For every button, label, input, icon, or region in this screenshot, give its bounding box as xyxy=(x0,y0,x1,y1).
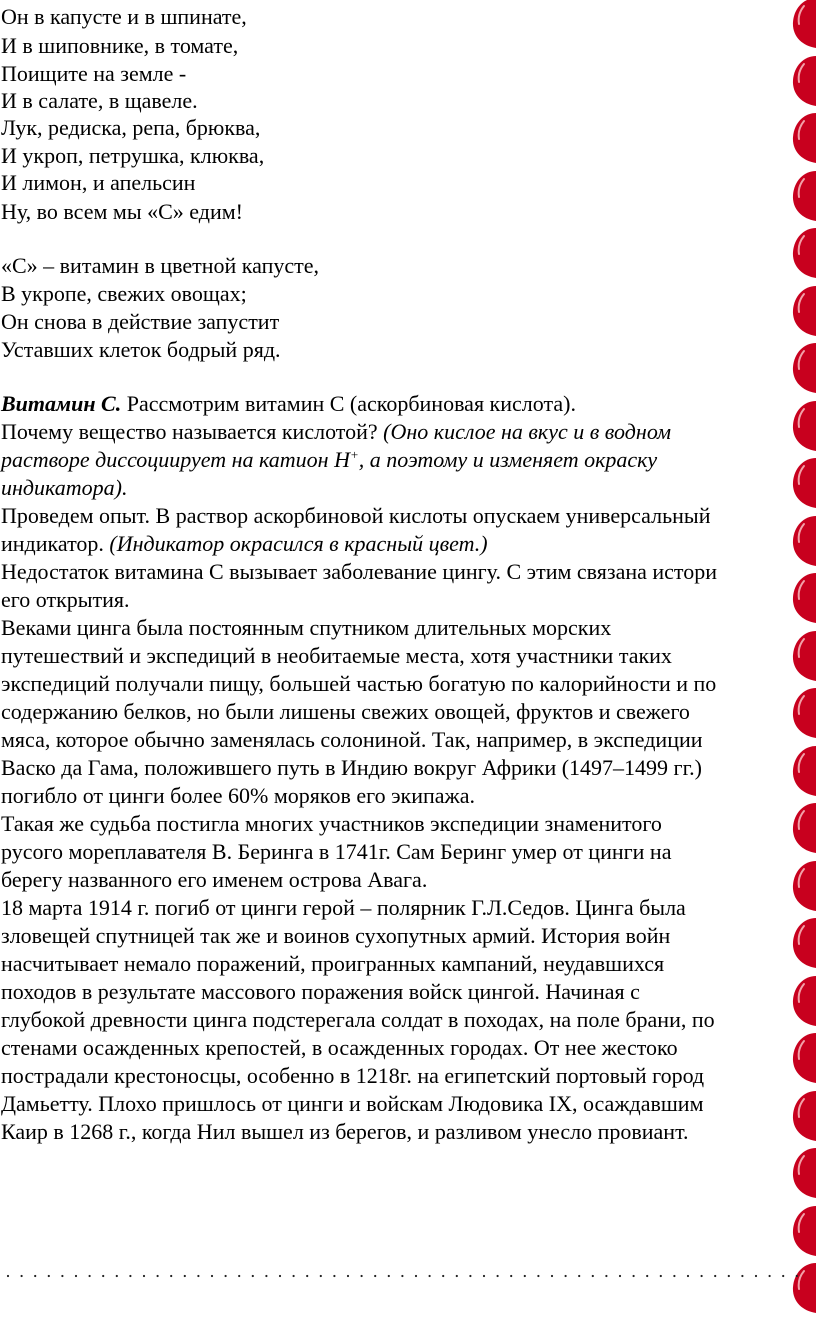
border-dot xyxy=(170,1275,172,1277)
border-dot xyxy=(48,1275,50,1277)
border-dot xyxy=(401,1275,403,1277)
red-leaf-icon xyxy=(790,567,816,627)
border-dot xyxy=(388,1275,390,1277)
red-leaf-icon xyxy=(790,510,816,570)
border-dot xyxy=(565,1275,567,1277)
red-leaf-icon xyxy=(790,337,816,397)
body-line xyxy=(1,391,576,419)
body-line: Каир в 1268 г., когда Нил вышел из берегов, и разливом унесло провиант. xyxy=(1,1119,689,1144)
border-dot xyxy=(456,1275,458,1277)
border-dot xyxy=(265,1275,267,1277)
body-line xyxy=(1,531,488,559)
body-line: содержанию белков, но были лишены свежих овощей, фруктов и свежего xyxy=(1,699,690,724)
red-leaf-icon xyxy=(790,107,816,167)
border-dot xyxy=(306,1275,308,1277)
body-line: Недостаток витамина С вызывает заболевание цингу. С этим связана истори xyxy=(1,559,718,584)
border-dot xyxy=(143,1275,145,1277)
border-dot xyxy=(592,1275,594,1277)
border-dot xyxy=(333,1275,335,1277)
poem-line: «С» – витамин в цветной капусте, xyxy=(1,253,320,278)
poem-line: И в салате, в щавеле. xyxy=(1,88,198,113)
border-dot xyxy=(238,1275,240,1277)
border-dot xyxy=(510,1275,512,1277)
poem-line: Уставших клеток бодрый ряд. xyxy=(1,337,281,362)
border-dot xyxy=(293,1275,295,1277)
border-dot xyxy=(687,1275,689,1277)
border-dot xyxy=(619,1275,621,1277)
decorative-dot-row xyxy=(0,1266,816,1278)
border-dot xyxy=(116,1275,118,1277)
body-line: Васко да Гама, положившего путь в Индию вокруг Африки (1497–1499 гг.) xyxy=(1,755,702,780)
body-line: стенами осажденных крепостей, в осажденных городах. От нее жестоко xyxy=(1,1035,678,1060)
poem-line: И в шиповнике, в томате, xyxy=(1,33,239,58)
red-leaf-icon xyxy=(790,452,816,512)
border-dot xyxy=(755,1275,757,1277)
body-line xyxy=(1,447,657,475)
body-line: русого мореплавателя В. Беринга в 1741г. Сам Беринг умер от цинги на xyxy=(1,839,672,864)
text-run: Рассмотрим витамин С (аскорбиновая кислота). xyxy=(121,391,576,416)
poem-line: И лимон, и апельсин xyxy=(1,170,196,195)
text-run: индикатор. xyxy=(1,531,110,556)
poem-line: В укропе, свежих овощах; xyxy=(1,281,247,306)
red-leaf-icon xyxy=(790,970,816,1030)
border-dot xyxy=(225,1275,227,1277)
border-dot xyxy=(252,1275,254,1277)
body-line: Проведем опыт. В раствор аскорбиновой кислоты опускаем универсальный xyxy=(1,503,711,528)
red-leaf-icon xyxy=(790,912,816,972)
border-dot xyxy=(415,1275,417,1277)
border-dot xyxy=(782,1275,784,1277)
red-leaf-icon xyxy=(790,1142,816,1202)
border-dot xyxy=(578,1275,580,1277)
border-dot xyxy=(442,1275,444,1277)
red-leaf-icon xyxy=(790,1085,816,1145)
italic-run: (Индикатор окрасился в красный цвет.) xyxy=(109,531,488,556)
border-dot xyxy=(483,1275,485,1277)
border-dot xyxy=(660,1275,662,1277)
border-dot xyxy=(61,1275,63,1277)
poem-line: Он снова в действие запустит xyxy=(1,309,280,334)
body-line: Дамьетту. Плохо пришлось от цинги и войскам Людовика IX, осаждавшим xyxy=(1,1091,704,1116)
red-leaf-icon xyxy=(790,682,816,742)
body-line xyxy=(1,475,128,503)
border-dot xyxy=(524,1275,526,1277)
body-line: погибло от цинги более 60% моряков его экипажа. xyxy=(1,783,476,808)
border-dot xyxy=(646,1275,648,1277)
border-dot xyxy=(769,1275,771,1277)
body-line: насчитывает немало поражений, проигранных кампаний, неудавшихся xyxy=(1,951,665,976)
red-leaf-icon xyxy=(790,855,816,915)
red-leaf-icon xyxy=(790,1027,816,1087)
red-leaf-icon xyxy=(790,222,816,282)
text-run: Почему вещество называется кислотой? xyxy=(1,419,384,444)
red-leaf-icon xyxy=(790,0,816,52)
border-dot xyxy=(361,1275,363,1277)
border-dot xyxy=(728,1275,730,1277)
border-dot xyxy=(374,1275,376,1277)
body-line xyxy=(1,419,671,447)
body-line: зловещей спутницей так же и воинов сухопутных армий. История войн xyxy=(1,923,671,948)
italic-run: , а поэтому и изменяет окраску xyxy=(358,447,658,472)
border-dot xyxy=(197,1275,199,1277)
poem-line: Ну, во всем мы «С» едим! xyxy=(1,199,243,224)
border-dot xyxy=(157,1275,159,1277)
border-dot xyxy=(741,1275,743,1277)
red-leaf-icon xyxy=(790,740,816,800)
border-dot xyxy=(796,1275,798,1277)
body-line: Веками цинга была постоянным спутником длительных морских xyxy=(1,615,612,640)
border-dot xyxy=(279,1275,281,1277)
body-line: берегу названного его именем острова Авага. xyxy=(1,867,428,892)
border-dot xyxy=(75,1275,77,1277)
italic-run: (Оно кислое на вкус и в водном xyxy=(383,419,672,444)
border-dot xyxy=(714,1275,716,1277)
body-line: 18 марта 1914 г. погиб от цинги герой – полярник Г.Л.Седов. Цинга была xyxy=(1,895,686,920)
body-line: пострадали крестоносцы, особенно в 1218г. на египетский портовый город xyxy=(1,1063,705,1088)
border-dot xyxy=(497,1275,499,1277)
red-leaf-icon xyxy=(790,280,816,340)
body-line: походов в результате массового поражения войск цингой. Начиная с xyxy=(1,979,640,1004)
poem-line: Поищите на земле - xyxy=(1,61,187,86)
border-dot xyxy=(129,1275,131,1277)
section-heading: Витамин С. xyxy=(1,391,122,416)
border-dot xyxy=(551,1275,553,1277)
body-line: экспедиций получали пищу, большей частью богатую по калорийности и по xyxy=(1,671,717,696)
border-dot xyxy=(211,1275,213,1277)
body-line: Такая же судьба постигла многих участников экспедиции знаменитого xyxy=(1,811,662,836)
decorative-leaf-border xyxy=(790,0,816,1278)
body-line: глубокой древности цинга подстерегала солдат в походах, на поле брани, по xyxy=(1,1007,715,1032)
body-line: мяса, которое обычно заменялась солониной. Так, например, в экспедиции xyxy=(1,727,703,752)
red-leaf-icon xyxy=(790,1200,816,1260)
border-dot xyxy=(320,1275,322,1277)
border-dot xyxy=(21,1275,23,1277)
border-dot xyxy=(701,1275,703,1277)
body-line: его открытия. xyxy=(1,587,130,612)
body-line: путешествий и экспедиций в необитаемые места, хотя участники таких xyxy=(1,643,672,668)
red-leaf-icon xyxy=(790,797,816,857)
border-dot xyxy=(102,1275,104,1277)
red-leaf-icon xyxy=(790,625,816,685)
border-dot xyxy=(469,1275,471,1277)
border-dot xyxy=(605,1275,607,1277)
superscript: + xyxy=(349,447,359,462)
italic-run: индикатора). xyxy=(1,475,128,500)
red-leaf-icon xyxy=(790,395,816,455)
border-dot xyxy=(537,1275,539,1277)
border-dot xyxy=(673,1275,675,1277)
red-leaf-icon xyxy=(790,50,816,110)
border-dot xyxy=(89,1275,91,1277)
border-dot xyxy=(429,1275,431,1277)
border-dot xyxy=(633,1275,635,1277)
poem-line: Лук, редиска, репа, брюква, xyxy=(1,115,261,140)
poem-line: И укроп, петрушка, клюква, xyxy=(1,143,265,168)
border-dot xyxy=(347,1275,349,1277)
border-dot xyxy=(7,1275,9,1277)
poem-line: Он в капусте и в шпинате, xyxy=(1,4,247,29)
border-dot xyxy=(184,1275,186,1277)
red-leaf-icon xyxy=(790,165,816,225)
italic-run: растворе диссоциирует на катион Н xyxy=(1,447,350,472)
border-dot xyxy=(34,1275,36,1277)
